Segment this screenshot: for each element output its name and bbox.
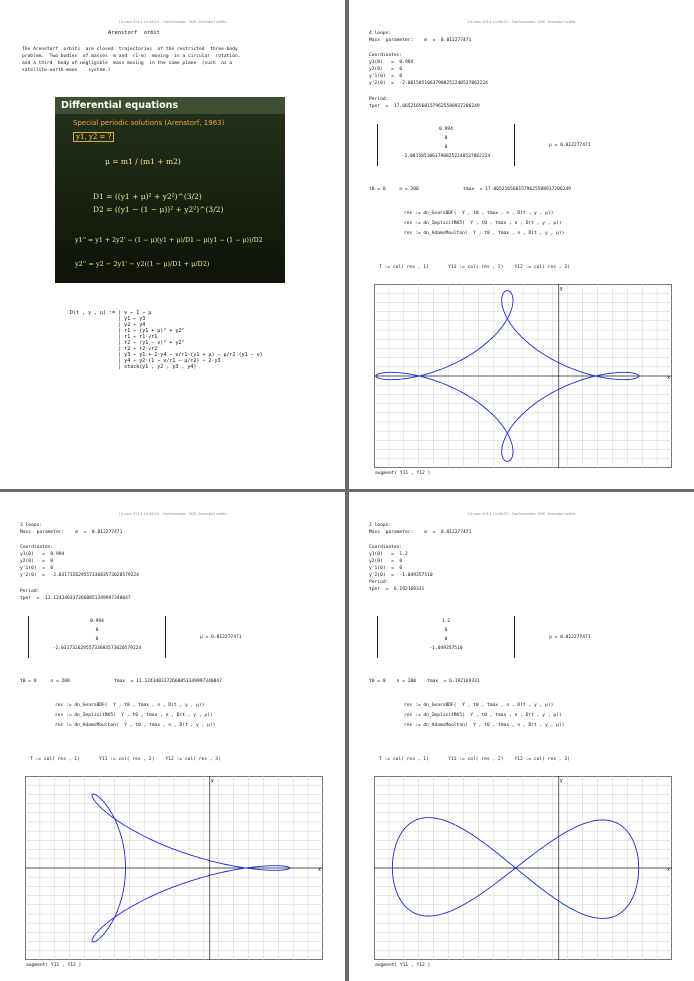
- solver-call[interactable]: res := dn_ImplicitRK5( Y , t0 , tmax , n , D(t , y , μ)): [55, 713, 213, 718]
- y-axis-label: y: [210, 778, 214, 784]
- coordinates-block: Coordinates: y1(0) = 0.994 y2(0) = 0 y'1(0) = 0 y'2(0) = -2.00158510637908252240537862224: [369, 53, 488, 86]
- orbit-plot[interactable]: [25, 776, 323, 960]
- mass-parameter: Mass parameter: m = 0.012277471: [369, 530, 472, 535]
- column-extraction: T := col( res , 1) Y11 := col( res , 2) Y12 := col( res , 3): [379, 265, 570, 270]
- x-axis-label: x: [667, 867, 671, 873]
- matrix-cell: -2.00158510637908252240537862224: [401, 154, 491, 159]
- mass-parameter: Mass parameter: m = 0.012277471: [369, 38, 472, 43]
- solver-call[interactable]: res := dn_AdamsMoulton( Y , t0 , tmax , n , D(t , y , μ)): [404, 723, 565, 728]
- derivative-line: | r2 ← (y1 − ν)² + y2²: [70, 340, 185, 346]
- page-header: 14 июл 2013 14:38:21 - Dorfzometos. ODE. Arenstorf orbits: [467, 20, 576, 24]
- solver-call[interactable]: res := dn_AdamsMoulton( Y , t0 , tmax , n , D(t , y , μ)): [404, 231, 565, 236]
- matrix-cell: 0: [444, 136, 448, 141]
- matrix-cell: 0: [444, 628, 448, 633]
- slide-title: Differential equations: [55, 97, 285, 114]
- coordinates-block: Coordinates: y1(0) = 0.994 y2(0) = 0 y'1(0) = 0 y'2(0) = -2.03173262955733683573020579224: [20, 545, 139, 578]
- y-axis-label: y: [559, 286, 563, 292]
- page-2: [349, 0, 694, 489]
- matrix-cell: 0: [95, 628, 99, 633]
- matrix-cell: -1.049357510: [429, 646, 463, 651]
- coordinates-block: Coordinates: y1(0) = 1.2 y2(0) = 0 y'1(0) = 0 y'2(0) = -1.049357510 Period: tper = 6.192169331: [369, 545, 433, 592]
- mu-value: μ = 0.012277471: [549, 635, 591, 640]
- page-header: 14 июл 2013 14:38:21 - Dorfzometos. ODE. Arenstorf orbits: [118, 512, 227, 516]
- solver-call[interactable]: res := dn_GearsBDF( Y , t0 , tmax , n , D(t , y , μ)): [55, 703, 205, 708]
- loops-heading: 4 loops:: [369, 31, 392, 36]
- initial-vector-matrix[interactable]: [377, 124, 515, 166]
- equation-y1: y1'' = y1 + 2y2' − (1 − μ)(y1 + μ)/D1 − μ(y1 − (1 − μ))/D2: [75, 237, 263, 244]
- matrix-cell: -2.03173262955733683573020579224: [52, 646, 142, 651]
- matrix-cell: 1.2: [441, 619, 451, 624]
- derivative-line: | r1 ← r1·√r1: [70, 334, 158, 340]
- page-4: [349, 492, 694, 981]
- slide-subtitle: Special periodic solutions (Arenstorf, 1963): [73, 119, 225, 127]
- loops-heading: 2 loops:: [369, 523, 392, 528]
- slide-question: y1, y2 = ?: [73, 132, 114, 142]
- column-extraction: T := col( res , 1) Y11 := col( res , 2) Y12 := col( res , 3): [379, 757, 570, 762]
- equation-y2: y2'' = y2 − 2y1' − y2((1 − μ)/D1 + μ/D2): [75, 260, 210, 268]
- matrix-cell: 0: [444, 145, 448, 150]
- derivative-line: | y4 ← y2·(1 − ν/r1 − μ/r2) − 2·y3: [70, 358, 221, 364]
- differential-equations-slide: [55, 97, 285, 283]
- augment-call[interactable]: augment( Y11 , Y12 ): [26, 963, 82, 968]
- period-block: Period: tper = 11.1243403372660851349997340047: [20, 589, 131, 601]
- y-axis-label: y: [559, 778, 563, 784]
- initial-vector-matrix[interactable]: [377, 616, 515, 658]
- time-parameters: t0 = 0 n = 200 tmax = 6.192169331: [369, 679, 480, 684]
- page-3: [0, 492, 345, 981]
- orbit-plot-svg: [374, 776, 672, 960]
- mass-parameter: Mass parameter: m = 0.012277471: [20, 530, 123, 535]
- page-header: 14 июл 2013 14:38:21 - Dorfzometos. ODE. Arenstorf orbits: [467, 512, 576, 516]
- augment-call[interactable]: augment( Y11 , Y12 ): [375, 471, 431, 476]
- derivative-line: | stack(y1 , y2 , y3 , y4): [70, 364, 197, 370]
- matrix-cell: 0.994: [439, 127, 453, 132]
- matrix-cell: 0: [444, 637, 448, 642]
- x-axis-label: x: [667, 375, 671, 381]
- derivative-line: D(t , y , μ) := | ν ← 1 − μ: [70, 310, 152, 316]
- mu-value: μ = 0.012277471: [200, 635, 242, 640]
- orbit-plot[interactable]: [374, 284, 672, 468]
- matrix-cell: 0.994: [90, 619, 104, 624]
- time-parameters: t0 = 0 n = 200 tmax = 17.0652165601579625588917206249: [369, 187, 571, 192]
- derivative-line: | r2 ← r2·√r2: [70, 346, 158, 352]
- derivative-line: | y2 ← y4: [70, 322, 146, 328]
- orbit-plot[interactable]: [374, 776, 672, 960]
- equation-d1: D1 = ((y1 + μ)² + y2²)^(3/2): [93, 192, 202, 201]
- solver-call[interactable]: res := dn_ImplicitRK5( Y , t0 , tmax , n , D(t , y , μ)): [404, 713, 562, 718]
- equation-d2: D2 = ((y1 − (1 − μ))² + y2²)^(3/2): [93, 205, 224, 214]
- page-1: [0, 0, 345, 489]
- period-block: Period: tper = 17.0652165601579625588917206249: [369, 97, 480, 109]
- matrix-cell: 0: [95, 637, 99, 642]
- derivative-line: | y3 ← y1 + 2·y4 − ν/r1·(y1 + μ) − μ/r2·(y1 − ν): [70, 352, 263, 358]
- time-parameters: t0 = 0 n = 200 tmax = 11.1243403372660851349997340047: [20, 679, 222, 684]
- equation-mu: μ = m1 / (m1 + m2): [105, 157, 181, 166]
- orbit-plot-svg: [25, 776, 323, 960]
- mu-value: μ = 0.012277471: [549, 143, 591, 148]
- derivative-function[interactable]: [70, 310, 263, 370]
- orbit-plot-svg: [374, 284, 672, 468]
- page-header: 14 июл 2013 14:38:21 - Dorfzometos. ODE. Arenstorf orbits: [118, 20, 227, 24]
- page-title: Arenstorf orbit: [108, 30, 160, 36]
- column-extraction: T := col( res , 1) Y11 := col( res , 2) Y12 := col( res , 3): [30, 757, 221, 762]
- solver-call[interactable]: res := dn_ImplicitRK5( Y , t0 , tmax , n , D(t , y , μ)): [404, 221, 562, 226]
- solver-call[interactable]: res := dn_GearsBDF( Y , t0 , tmax , n , D(t , y , μ)): [404, 211, 554, 216]
- intro-paragraph: The Arenstorf orbits are closed trajectories of the restricted three-body problem. Two bodies of masses m and (1-m) moving in a circular rotation, and a third body of negligible mass moving in the same plane (such as a satellite-earth-moon system.): [22, 47, 241, 73]
- x-axis-label: x: [318, 867, 322, 873]
- derivative-line: | y1 ← y3: [70, 316, 146, 322]
- solver-call[interactable]: res := dn_GearsBDF( Y , t0 , tmax , n , D(t , y , μ)): [404, 703, 554, 708]
- solver-call[interactable]: res := dn_AdamsMoulton( Y , t0 , tmax , n , D(t , y , μ)): [55, 723, 216, 728]
- initial-vector-matrix[interactable]: [28, 616, 166, 658]
- augment-call[interactable]: augment( Y11 , Y12 ): [375, 963, 431, 968]
- derivative-line: | r1 ← (y1 + μ)² + y2²: [70, 328, 185, 334]
- loops-heading: 3 loops:: [20, 523, 43, 528]
